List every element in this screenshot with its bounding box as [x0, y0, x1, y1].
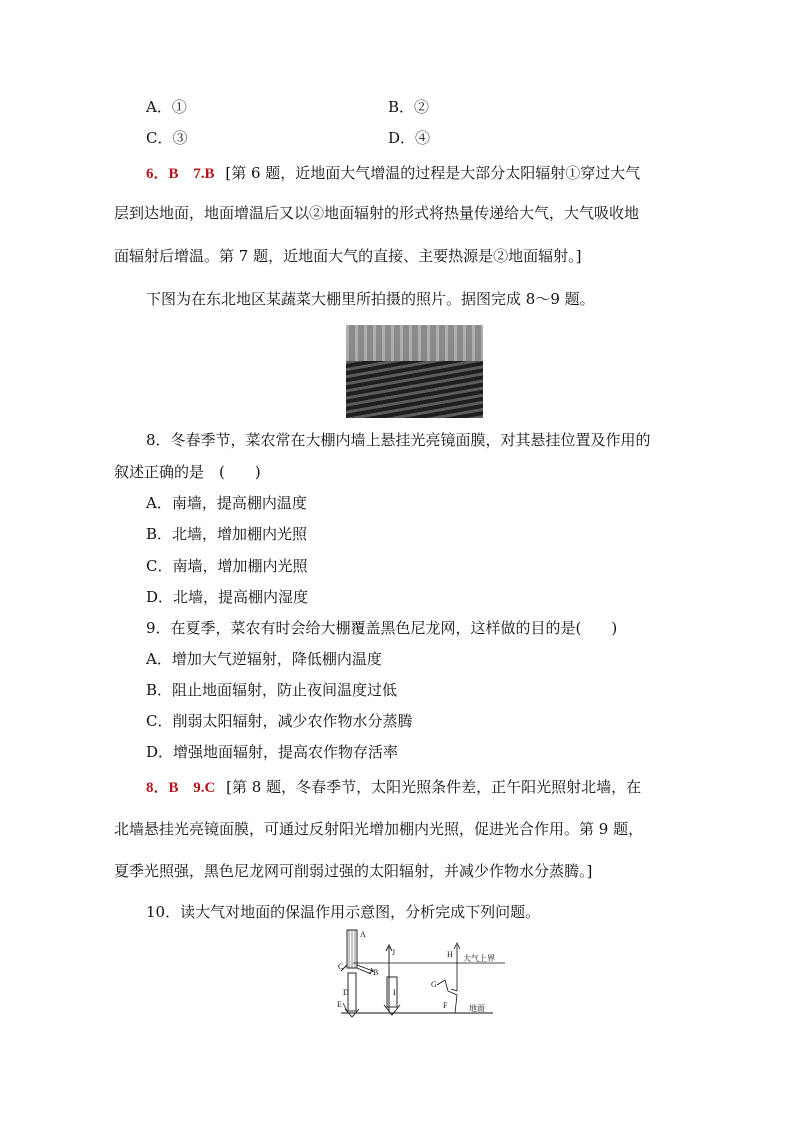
greenhouse-photo: [346, 325, 483, 418]
arrow-g-branch: [451, 989, 457, 991]
q5-option-c: C．③: [146, 129, 188, 147]
q9-option-b: B．阻止地面辐射，防止夜间温度过低: [146, 681, 398, 699]
q9-option-d: D．增强地面辐射，提高农作物存活率: [146, 743, 399, 761]
answer-8-9-text-1: [第 8 题，冬春季节，太阳光照条件差，正午阳光照射北墙，在: [226, 778, 642, 796]
arrow-b-second: [357, 968, 371, 974]
label-c: C: [338, 962, 344, 971]
label-ground: 地面: [469, 1004, 485, 1013]
arrow-e: [343, 1003, 348, 1013]
greenhouse-roof: [346, 325, 483, 361]
label-atmosphere-top: 大气上界: [463, 954, 495, 963]
label-i: I: [393, 988, 396, 997]
q8-stem-line-2: 叙述正确的是 ( ): [114, 463, 261, 481]
answer-6-7-line-1: [146, 163, 640, 184]
answer-9: 9.C: [193, 780, 216, 796]
q8-option-b: B．北墙，增加棚内光照: [146, 525, 308, 543]
q9-option-c: C．削弱太阳辐射，减少农作物水分蒸腾: [146, 712, 413, 730]
q8-option-a: A．南墙，提高棚内温度: [146, 494, 307, 512]
answer-6-7-text-1: [第 6 题，近地面大气增温的过程是大部分太阳辐射①穿过大气: [225, 164, 641, 182]
q5-option-d: D．④: [388, 129, 431, 147]
label-e: E: [337, 1000, 342, 1009]
arrow-d-shaft: [348, 973, 356, 1011]
label-a: A: [360, 930, 366, 939]
insulation-diagram: [333, 925, 508, 1020]
answer-8-9-line-1: [146, 777, 641, 798]
q9-stem: 9．在夏季，菜农有时会给大棚覆盖黑色尼龙网，这样做的目的是( ): [146, 619, 618, 637]
label-h: H: [447, 950, 453, 959]
q8-option-c: C．南墙，增加棚内光照: [146, 557, 308, 575]
label-g: G: [431, 980, 437, 989]
label-f: F: [443, 1001, 448, 1010]
vegetable-rows: [346, 361, 483, 418]
q5-option-b: B．②: [388, 98, 430, 116]
label-j: J: [392, 948, 396, 957]
answer-7: 7.B: [193, 166, 215, 182]
q8-option-d: D．北墙，提高棚内湿度: [146, 588, 309, 606]
intro-8-9: 下图为在东北地区某蔬菜大棚里所拍摄的照片。据图完成 8～9 题。: [146, 290, 595, 308]
label-b: B: [373, 968, 379, 977]
answer-8-9-line-3: 夏季光照强，黑色尼龙网可削弱过强的太阳辐射，并减少作物水分蒸腾。]: [114, 862, 593, 880]
answer-8: 8．B: [146, 780, 179, 796]
answer-6-7-line-2: 层到达地面，地面增温后又以②地面辐射的形式将热量传递给大气，大气吸收地: [114, 204, 640, 222]
q10-stem: 10．读大气对地面的保温作用示意图，分析完成下列问题。: [146, 903, 541, 921]
answer-6-7-line-3: 面辐射后增温。第 7 题，近地面大气的直接、主要热源是②地面辐射。]: [114, 247, 582, 265]
answer-6: 6．B: [146, 166, 179, 182]
answer-8-9-line-2: 北墙悬挂光亮镜面膜，可通过反射阳光增加棚内光照，促进光合作用。第 9 题，: [114, 820, 644, 838]
label-d: D: [343, 988, 349, 997]
q8-stem-line-1: 8．冬春季节，菜农常在大棚内墙上悬挂光亮镜面膜，对其悬挂位置及作用的: [146, 431, 651, 449]
q9-option-a: A．增加大气逆辐射，降低棚内温度: [146, 650, 382, 668]
q5-option-a: A．①: [146, 98, 187, 116]
